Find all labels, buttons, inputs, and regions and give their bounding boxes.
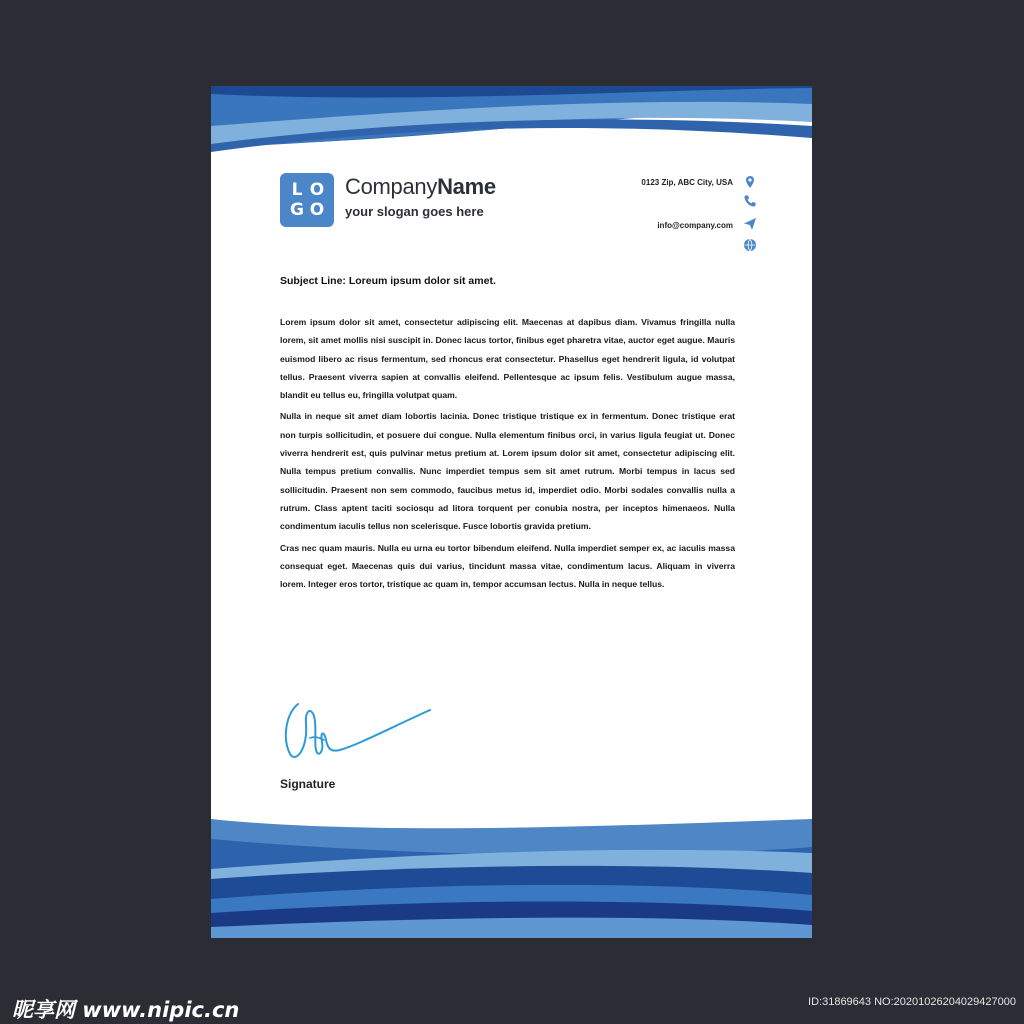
logo-letter: L xyxy=(291,180,303,200)
body-paragraph: Lorem ipsum dolor sit amet, consectetur adipiscing elit. Maecenas at dapibus diam. Vivamus fringilla nulla lorem, sit amet mollis nisi suscipit in. Donec lacus tortor, finibus eget pharetra vitae, auctor eget augue. Mauris euismod libero ac risus fermentum, sed rhoncus erat consectetur. Phasellus eget hendrerit ligula, id volutpat tellus. Praesent viverra sapien at convallis eleifend. Pellentesque ac ipsum felis. Vestibulum augue massa, blandit eu tellus eu, fringilla volutpat quam. xyxy=(280,317,735,401)
handwritten-signature xyxy=(280,694,435,764)
logo-letter: O xyxy=(309,200,325,220)
letter-body xyxy=(280,313,735,596)
logo-letter: O xyxy=(309,180,325,200)
subject-line: Subject Line: Loreum ipsum dolor sit amet. xyxy=(280,275,496,287)
logo-letters xyxy=(287,180,327,220)
contact-email: info@company.com xyxy=(657,221,733,230)
globe-icon xyxy=(743,238,757,252)
bottom-wave-decoration xyxy=(211,813,812,938)
send-icon xyxy=(743,217,757,231)
company-name xyxy=(345,174,496,200)
signature-label: Signature xyxy=(280,777,336,791)
letterhead-page xyxy=(211,86,812,938)
top-wave-decoration xyxy=(211,86,812,166)
company-name-regular: Company xyxy=(345,174,438,199)
company-slogan: your slogan goes here xyxy=(345,204,484,219)
company-logo xyxy=(280,173,334,227)
body-paragraph: Nulla in neque sit amet diam lobortis lacinia. Donec tristique tristique ex in fermentum. Donec tristique erat non turpis sollicitudin, et posuere dui congue. Nulla elementum finibus orci, in varius ligula feugiat ut. Donec viverra hendrerit est, quis pulvinar metus pretium at. Lorem ipsum dolor sit amet, consectetur adipiscing elit. Nulla tempus pretium convallis. Nunc imperdiet tempus sem sit amet rutrum. Morbi tempus in lacus sed sollicitudin. Praesent non sem commodo, faucibus metus id, imperdiet odio. Morbi sodales convallis nulla a rutrum. Class aptent taciti sociosqu ad litora torquent per conubia nostra, per inceptos himenaeos. Nulla condimentum iaculis tellus non scelerisque. Fusce lobortis gravida pretium. xyxy=(280,411,735,532)
contact-address: 0123 Zip, ABC City, USA xyxy=(641,178,733,187)
site-watermark: 昵享网 www.nipic.cn xyxy=(12,998,240,1022)
logo-letter: G xyxy=(290,200,304,220)
phone-icon xyxy=(743,194,757,208)
image-id-watermark: ID:31869643 NO:20201026204029427000 xyxy=(808,996,1016,1008)
body-paragraph: Cras nec quam mauris. Nulla eu urna eu tortor bibendum eleifend. Nulla imperdiet semper ex, ac iaculis massa consequat eget. Maecenas quis dui varius, tincidunt massa vitae, condimentum lacus. Aliquam in viverra lorem. Integer eros tortor, tristique ac quam in, tempor accumsan lectus. Nulla in neque tellus. xyxy=(280,542,735,590)
company-name-bold: Name xyxy=(437,174,496,199)
location-pin-icon xyxy=(743,175,757,189)
